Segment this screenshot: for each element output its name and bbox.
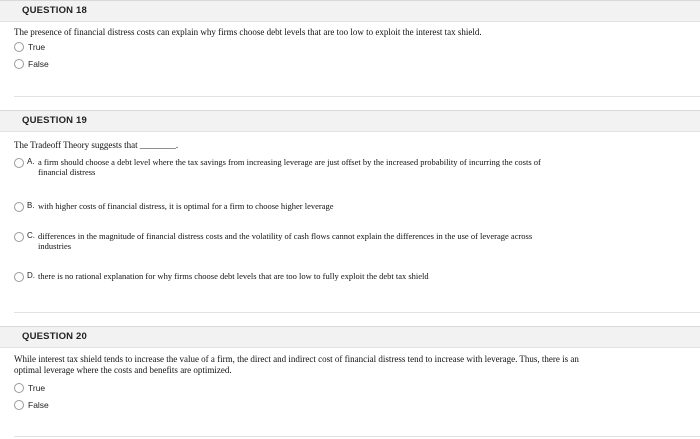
option-label: True	[28, 42, 46, 52]
question-19-text: The Tradeoff Theory suggests that ________.	[14, 140, 179, 150]
option-letter: A.	[27, 157, 35, 166]
option-letter: C.	[27, 231, 35, 240]
question-20-header	[0, 326, 700, 348]
question-19-option-c[interactable]	[14, 231, 686, 255]
question-19-option-a[interactable]	[14, 157, 686, 181]
option-text-line: differences in the magnitude of financial distress costs and the volatility of cash flows cannot explain the differences in the use of leverage across	[38, 231, 533, 241]
option-label: False	[28, 59, 49, 69]
option-letter: B.	[27, 201, 35, 210]
option-letter: D.	[27, 271, 35, 280]
radio-button[interactable]	[14, 42, 24, 52]
option-text-line: financial distress	[38, 167, 96, 177]
option-text	[38, 157, 678, 177]
option-text	[38, 201, 678, 211]
question-text-line: optimal leverage where the costs and benefits are optimized.	[14, 365, 232, 375]
question-19-header	[0, 110, 700, 132]
option-text-line: there is no rational explanation for why firms choose debt levels that are too low to fully exploit the debt tax shield	[38, 271, 429, 281]
option-text	[38, 231, 678, 251]
option-text-line: with higher costs of financial distress, it is optimal for a firm to choose higher leverage	[38, 201, 334, 211]
option-label: True	[28, 383, 46, 393]
radio-button[interactable]	[14, 400, 24, 410]
question-divider	[14, 436, 700, 437]
radio-button[interactable]	[14, 272, 24, 282]
question-divider	[14, 96, 700, 97]
question-19-title: QUESTION 19	[22, 115, 88, 126]
option-text-line: industries	[38, 241, 72, 251]
question-19-option-b[interactable]	[14, 201, 686, 213]
radio-button[interactable]	[14, 59, 24, 69]
question-18-header	[0, 0, 700, 22]
radio-button[interactable]	[14, 202, 24, 212]
option-label: False	[28, 400, 49, 410]
radio-button[interactable]	[14, 158, 24, 168]
option-text	[38, 271, 678, 281]
radio-button[interactable]	[14, 383, 24, 393]
radio-button[interactable]	[14, 232, 24, 242]
question-20-text	[14, 354, 686, 376]
option-text-line: a firm should choose a debt level where the tax savings from increasing leverage are just offset by the increased probability of incurring the costs of	[38, 157, 541, 167]
question-18-title: QUESTION 18	[22, 5, 88, 16]
question-20-title: QUESTION 20	[22, 331, 88, 342]
question-text-line: While interest tax shield tends to increase the value of a firm, the direct and indirect cost of financial distress tend to increase with leverage. Thus, there is an	[14, 354, 579, 364]
question-18-text: The presence of financial distress costs can explain why firms choose debt levels that are too low to exploit the interest tax shield.	[14, 27, 482, 37]
question-19-option-d[interactable]	[14, 271, 686, 283]
question-divider	[14, 312, 700, 313]
